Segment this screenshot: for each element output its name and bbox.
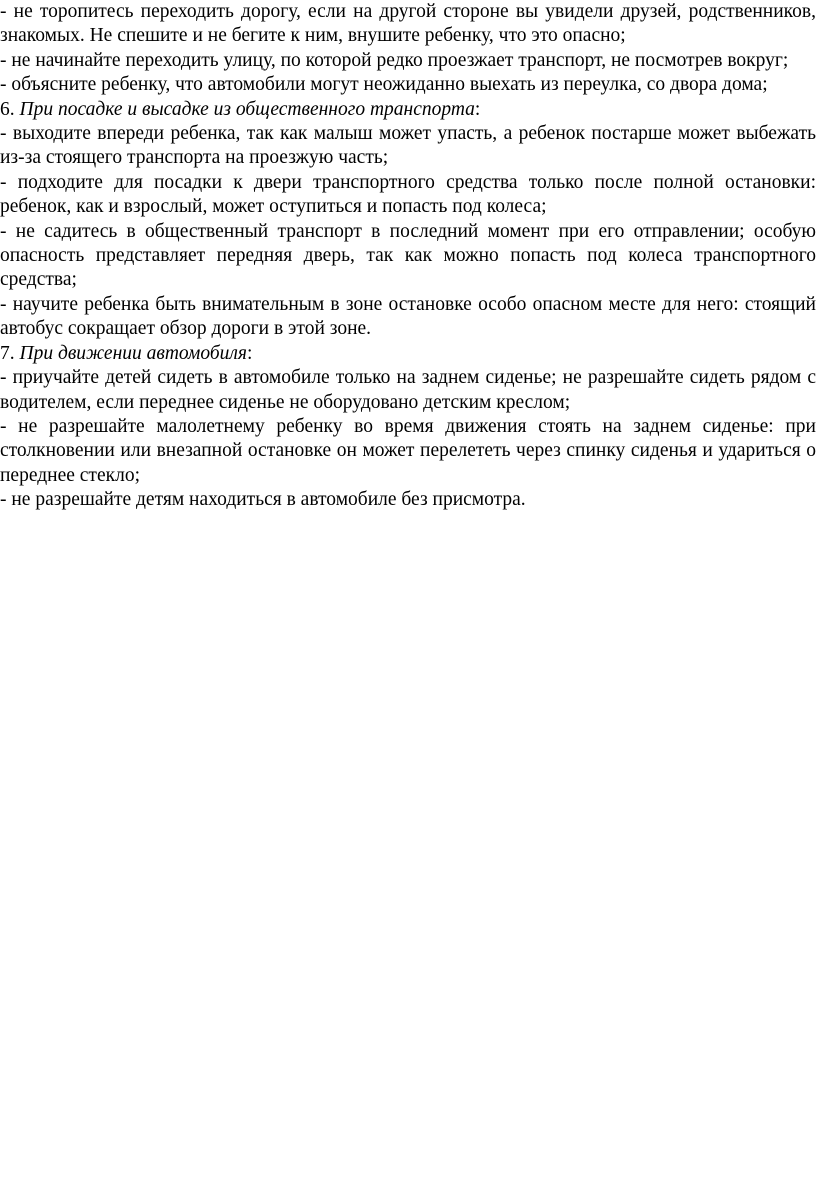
list-item: - не торопитесь переходить дорогу, если на другой стороне вы увидели друзей, родственников, знакомых. Не спешите и не бегите к ним, внушите ребенку, что это опасно; [0, 1, 816, 47]
list-item: - не садитесь в общественный транспорт в последний момент при его отправлении; особую опасность представляет передняя дверь, так как можно попасть под колеса транспортного средства; [0, 220, 816, 291]
list-item: - приучайте детей сидеть в автомобиле только на заднем сиденье; не разрешайте сидеть рядом с водителем, если переднее сиденье не оборудовано детским креслом; [0, 367, 816, 413]
section-title: При посадке и высадке из общественного транспорта [19, 98, 475, 120]
section-heading-6 [0, 98, 816, 122]
list-item: - не разрешайте малолетнему ребенку во время движения стоять на заднем сиденье: при столкновении или внезапной остановке он может перелететь через спинку сиденья и удариться о переднее стекло; [0, 415, 816, 486]
list-item: - не начинайте переходить улицу, по которой редко проезжает транспорт, не посмотрев вокруг; [0, 49, 789, 71]
list-item: - выходите впереди ребенка, так как малыш может упасть, а ребенок постарше может выбежать из-за стоящего транспорта на проезжую часть; [0, 123, 816, 169]
list-item: - научите ребенка быть внимательным в зоне остановке особо опасном месте для него: стоящий автобус сокращает обзор дороги в этой зоне. [0, 293, 816, 340]
section-heading-7 [0, 342, 816, 366]
list-item: - подходите для посадки к двери транспортного средства только после полной остановки: ребенок, как и взрослый, может оступиться и попасть под колеса; [0, 171, 816, 218]
list-item: - объясните ребенку, что автомобили могут неожиданно выехать из переулка, со двора дома; [0, 74, 768, 96]
section-number: 7. [0, 342, 15, 364]
document-page [0, 0, 816, 513]
section-suffix: : [474, 98, 481, 120]
section-suffix: : [247, 342, 253, 364]
section-title: При движении автомобиля [19, 342, 247, 364]
list-item: - не разрешайте детям находиться в автомобиле без присмотра. [0, 489, 526, 511]
section-number: 6. [0, 98, 15, 120]
